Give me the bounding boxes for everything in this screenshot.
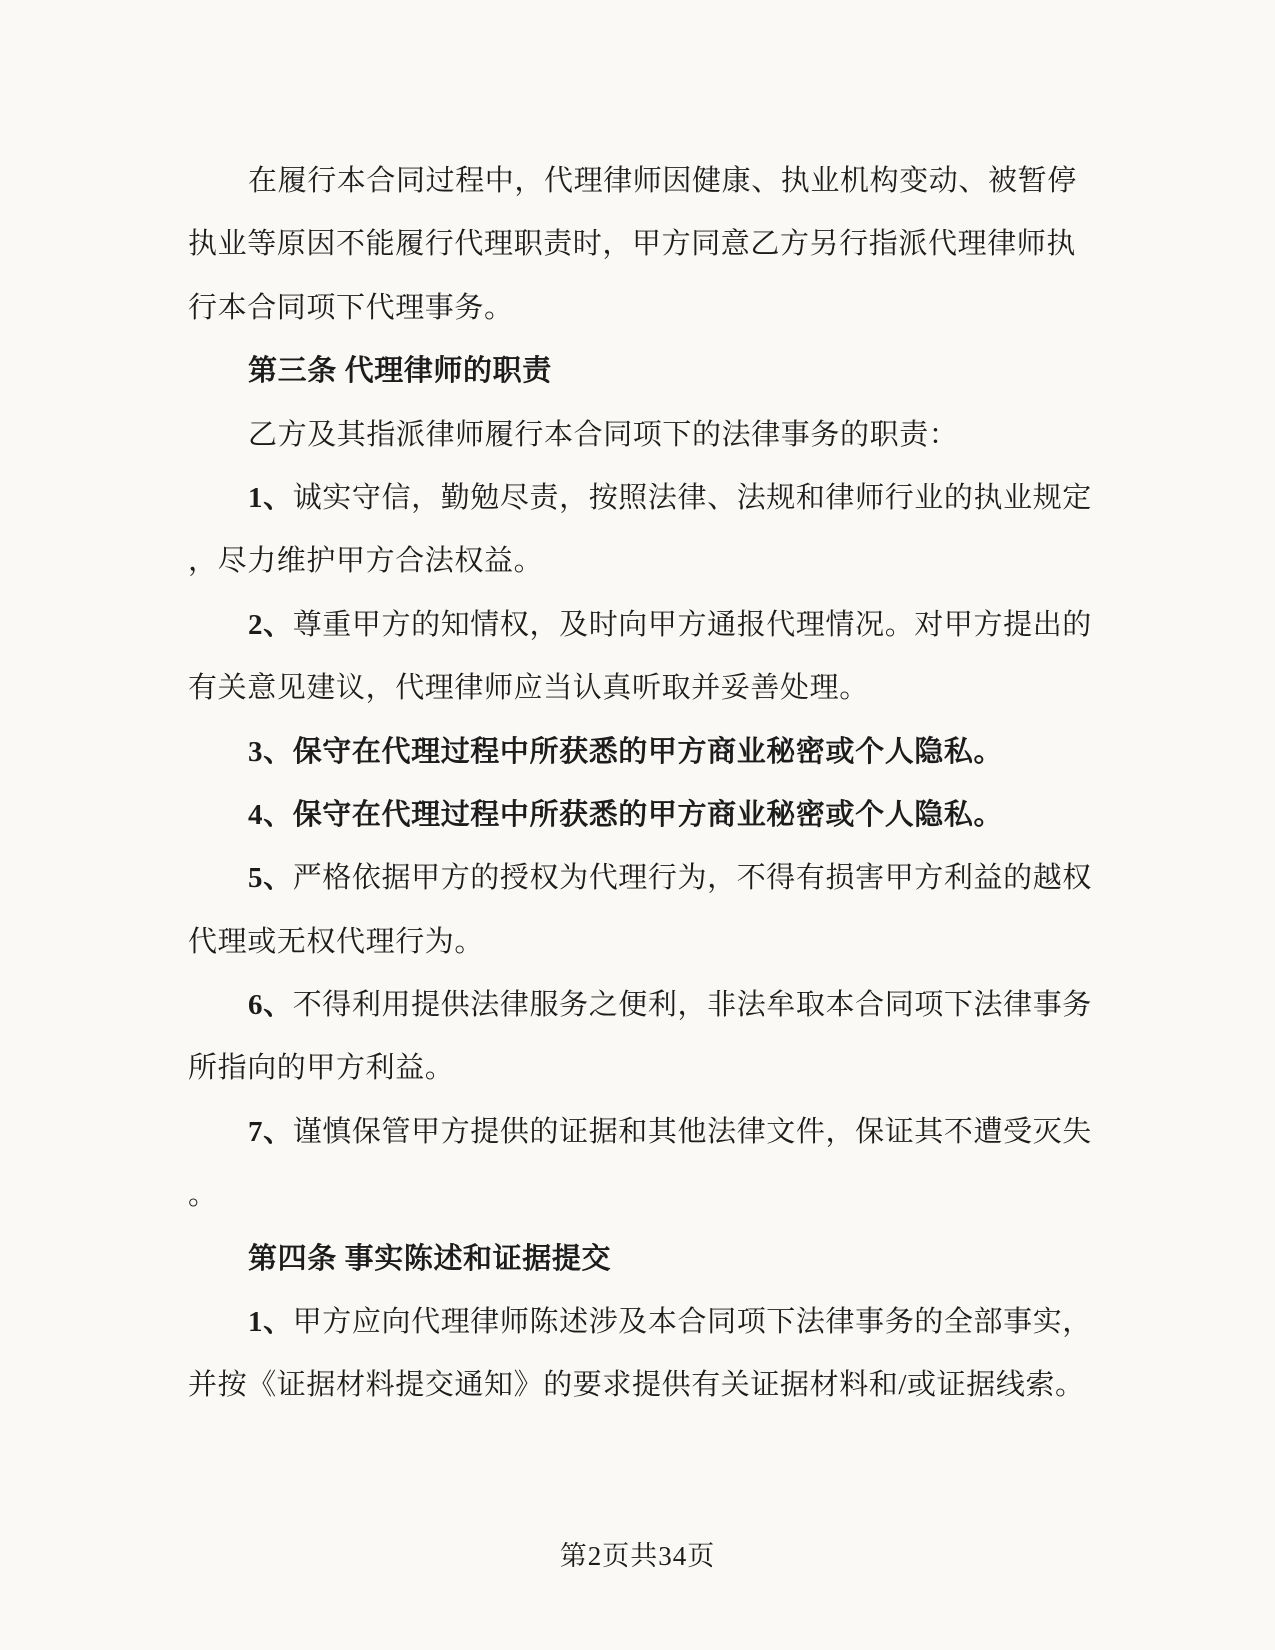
document-body — [188, 150, 1092, 1418]
section-heading: 第四条 事实陈述和证据提交 — [248, 1242, 612, 1275]
item-text: 尊重甲方的知情权，及时向甲方通报代理情况。对甲方提出的 — [292, 608, 1092, 641]
page-footer — [0, 1534, 1275, 1573]
item-text: 严格依据甲方的授权为代理行为，不得有损害甲方利益的越权 — [292, 862, 1092, 895]
item-number: 2、 — [248, 608, 293, 641]
item-text: 诚实守信，勤勉尽责，按照法律、法规和律师行业的执业规定 — [292, 481, 1092, 514]
document-line — [188, 1291, 1092, 1354]
item-text: 保守在代理过程中所获悉的甲方商业秘密或个人隐私。 — [292, 798, 1004, 831]
page-number: 第2页共34页 — [559, 1541, 716, 1571]
document-line — [188, 467, 1092, 530]
document-line — [188, 784, 1073, 847]
document-line: 。 — [188, 1179, 218, 1212]
document-line — [188, 594, 1092, 657]
document-line: 执业等原因不能履行代理职责时，甲方同意乙方另行指派代理律师执 — [188, 228, 1077, 261]
item-text: 甲方应向代理律师陈述涉及本合同项下法律事务的全部事实， — [292, 1306, 1092, 1339]
document-line: 在履行本合同过程中，代理律师因健康、执业机构变动、被暂停 — [248, 165, 1077, 197]
document-line: 乙方及其指派律师履行本合同项下的法律事务的职责： — [248, 418, 959, 451]
document-line: ，尽力维护甲方合法权益。 — [188, 545, 544, 578]
item-number: 6、 — [248, 989, 293, 1022]
document-line — [188, 1101, 1092, 1164]
item-number: 7、 — [248, 1115, 293, 1148]
document-line: 行本合同项下代理事务。 — [188, 291, 514, 324]
document-line: 并按《证据材料提交通知》的要求提供有关证据材料和/或证据线索。 — [188, 1369, 1085, 1402]
item-number: 3、 — [248, 735, 293, 768]
item-number: 4、 — [248, 798, 293, 831]
item-number: 5、 — [248, 862, 293, 895]
item-text: 保守在代理过程中所获悉的甲方商业秘密或个人隐私。 — [292, 735, 1004, 768]
document-line — [188, 721, 1073, 784]
item-text: 谨慎保管甲方提供的证据和其他法律文件，保证其不遭受灭失 — [292, 1115, 1092, 1148]
document-line: 所指向的甲方利益。 — [188, 1052, 455, 1085]
document-line: 有关意见建议，代理律师应当认真听取并妥善处理。 — [188, 672, 869, 705]
section-heading: 第三条 代理律师的职责 — [248, 355, 552, 388]
item-text: 不得利用提供法律服务之便利，非法牟取本合同项下法律事务 — [292, 989, 1092, 1022]
item-number: 1、 — [248, 481, 293, 514]
item-number: 1、 — [248, 1306, 293, 1339]
document-line — [188, 847, 1092, 910]
document-line — [188, 974, 1092, 1037]
document-line: 代理或无权代理行为。 — [188, 925, 485, 958]
